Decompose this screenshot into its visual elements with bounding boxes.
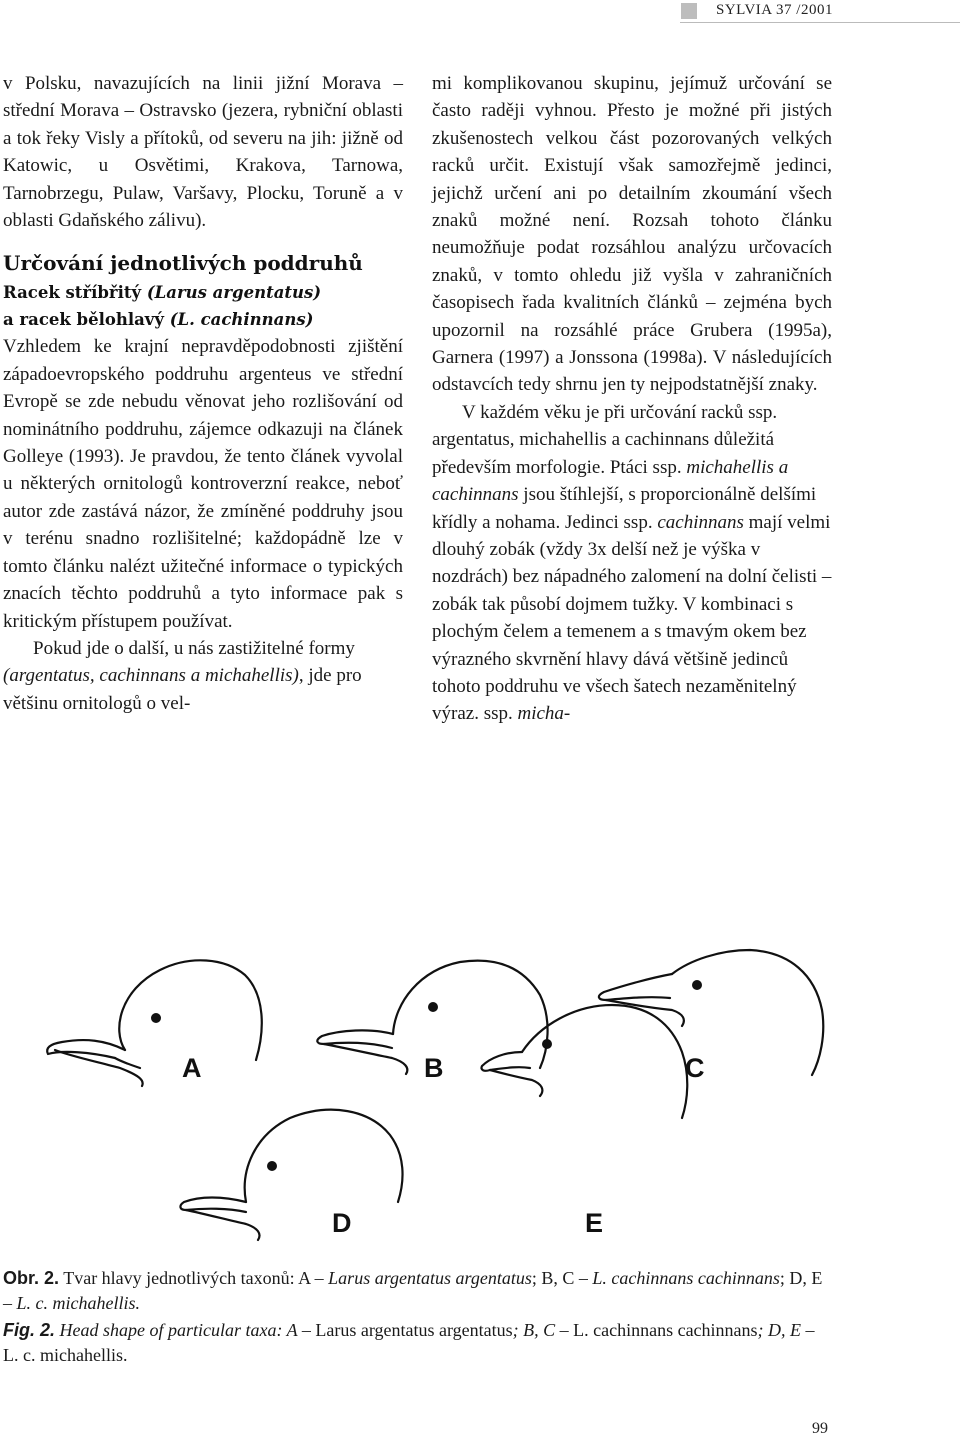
subheading-2-latin: (L. cachinnans) — [169, 310, 314, 330]
left-paragraph-2: Vzhledem ke krajní nepravděpodobnosti zjištění západoevropského poddruhu argenteus ve střední Evropě se zde nebudu věnovat jeho rozlišování od nominátního poddruhu, zájemce odkazuji na článek Golleye (1993). Je pravdou, že tento článek vyvolal u některých ornitologů kontroverzní reakce, neboť autor zde zastává názor, že zmíněné poddruhy jsou v terénu snadno rozlišitelné; každopádně lze v tomto článku nalézt užitečné informace o typických znacích těchto poddruhů a tyto informace pak s kritickým přístupem používat. — [3, 336, 403, 632]
right-p2-a: V každém věku je při určování racků ssp. argentatus, michahellis a cachinnans důležitá především morfologie. Ptáci ssp. — [432, 401, 778, 478]
figure-label-d: D — [332, 1208, 352, 1238]
figure-label-c: C — [685, 1053, 705, 1083]
right-p2-e: mají velmi dlouhý zobák (vždy 3x delší než je výška v nozdrách) bez nápadného zalomení na dolní čelisti – zobák tak působí dojmem tužky. V kombinaci s plochým čelem a temenem a s tmavým okem bez výrazného skvrnění hlavy dává většině jedinců tohoto poddruhu ve všech šatech nezaměnitelný výraz. ssp. — [432, 511, 832, 725]
caption-english-text-3: ; D, E – — [757, 1320, 815, 1340]
page-number: 99 — [812, 1420, 828, 1437]
header-grey-square — [681, 3, 697, 19]
caption-czech-italic-1: Larus argentatus argentatus — [328, 1268, 532, 1288]
caption-czech-text-1: Tvar hlavy jednotlivých taxonů: A – — [59, 1268, 329, 1288]
right-column — [432, 70, 832, 728]
caption-english-text-1: Head shape of particular taxa: A – — [55, 1320, 316, 1340]
caption-english-label: Fig. 2. — [3, 1320, 56, 1340]
caption-english-roman-1: Larus argentatus argentatus — [315, 1320, 513, 1340]
gull-head-figure — [0, 940, 960, 1260]
caption-czech-label: Obr. 2. — [3, 1268, 60, 1288]
running-header: SYLVIA 37 /2001 — [716, 2, 833, 18]
gull-head-c — [599, 950, 823, 1075]
right-paragraph-1: mi komplikovanou skupinu, jejímuž určování se často raději vyhnou. Přesto je možné při jistých zkušenostech velkou část pozorovaných velkých racků určit. Existují však samozřejmě jedinci, jejichž určení ani po detailním zkoumání všech znaků možné není. Rozsah tohoto článku neumožňuje podat rozsáhlou analýzu určovacích znaků, v tomto ohledu již vyšla v zahraničních časopisech řada kvalitních článků – zejména bych upozornil na rozsáhlé práce Grubera (1995a), Garnera (1997) a Jonssona (1998a). V následujících odstavcích tedy shrnu jen ty nejpodstatnější znaky. — [432, 73, 832, 396]
gull-head-e — [481, 1005, 687, 1118]
left-paragraph-1: v Polsku, navazujících na linii jižní Morava – střední Morava – Ostravsko (jezera, rybniční oblasti a tok řeky Visly a přítoků, od severu na jih: jižně od Katowic, u Osvětimi, Krakova, Tarnowa, Tarnobrzegu, Pulaw, Varšavy, Plocku, Toruně a v oblasti Gdaňského zálivu). — [3, 73, 403, 232]
gull-head-a — [47, 960, 262, 1086]
subheading-line-2 — [3, 306, 403, 333]
caption-czech-italic-3: L. c. michahellis. — [16, 1293, 140, 1313]
caption-english-roman-2: L. cachinnans cachinnans — [573, 1320, 758, 1340]
right-p2-c: jsou štíhlejší, s proporcionálně delšími křídly a nohama. Jedinci ssp. — [432, 484, 817, 533]
caption-czech — [3, 1266, 833, 1316]
figure-label-b: B — [424, 1053, 444, 1083]
caption-czech-text-3: ; D, E – — [3, 1268, 823, 1313]
gull-head-d — [180, 1110, 402, 1240]
left-paragraph-3-start: Pokud jde o další, u nás zastižitelné formy — [33, 637, 355, 659]
figure-label-a: A — [182, 1053, 202, 1083]
caption-english-text-2: ; B, C – — [512, 1320, 574, 1340]
left-paragraph-3 — [3, 635, 403, 717]
right-paragraph-2 — [432, 399, 832, 728]
right-p2-b: michahellis a cachinnans — [432, 456, 789, 506]
caption-czech-italic-2: L. cachinnans cachinnans — [592, 1268, 780, 1288]
subheading-1-czech: Racek stříbřitý — [3, 283, 142, 303]
subheading-line-1 — [3, 279, 403, 306]
figure-label-e: E — [585, 1208, 604, 1238]
gull-heads-drawing — [0, 940, 960, 1260]
right-p2-d: cachinnans — [657, 511, 744, 533]
left-paragraph-3-italic: (argentatus, cachinnans a michahellis) — [3, 665, 299, 687]
caption-english-roman-3: L. c. michahellis. — [3, 1345, 128, 1365]
subheading-1-latin: (Larus argentatus) — [146, 283, 322, 303]
section-heading: Určování jednotlivých poddruhů — [3, 251, 363, 276]
subheading-2-czech: a racek bělohlavý — [3, 310, 164, 330]
caption-english — [3, 1318, 833, 1368]
caption-czech-text-2: ; B, C – — [531, 1268, 593, 1288]
left-paragraph-3-end: , jde pro většinu ornitologů o vel- — [3, 665, 362, 714]
left-column — [3, 70, 403, 717]
right-p2-f: micha- — [517, 703, 571, 725]
